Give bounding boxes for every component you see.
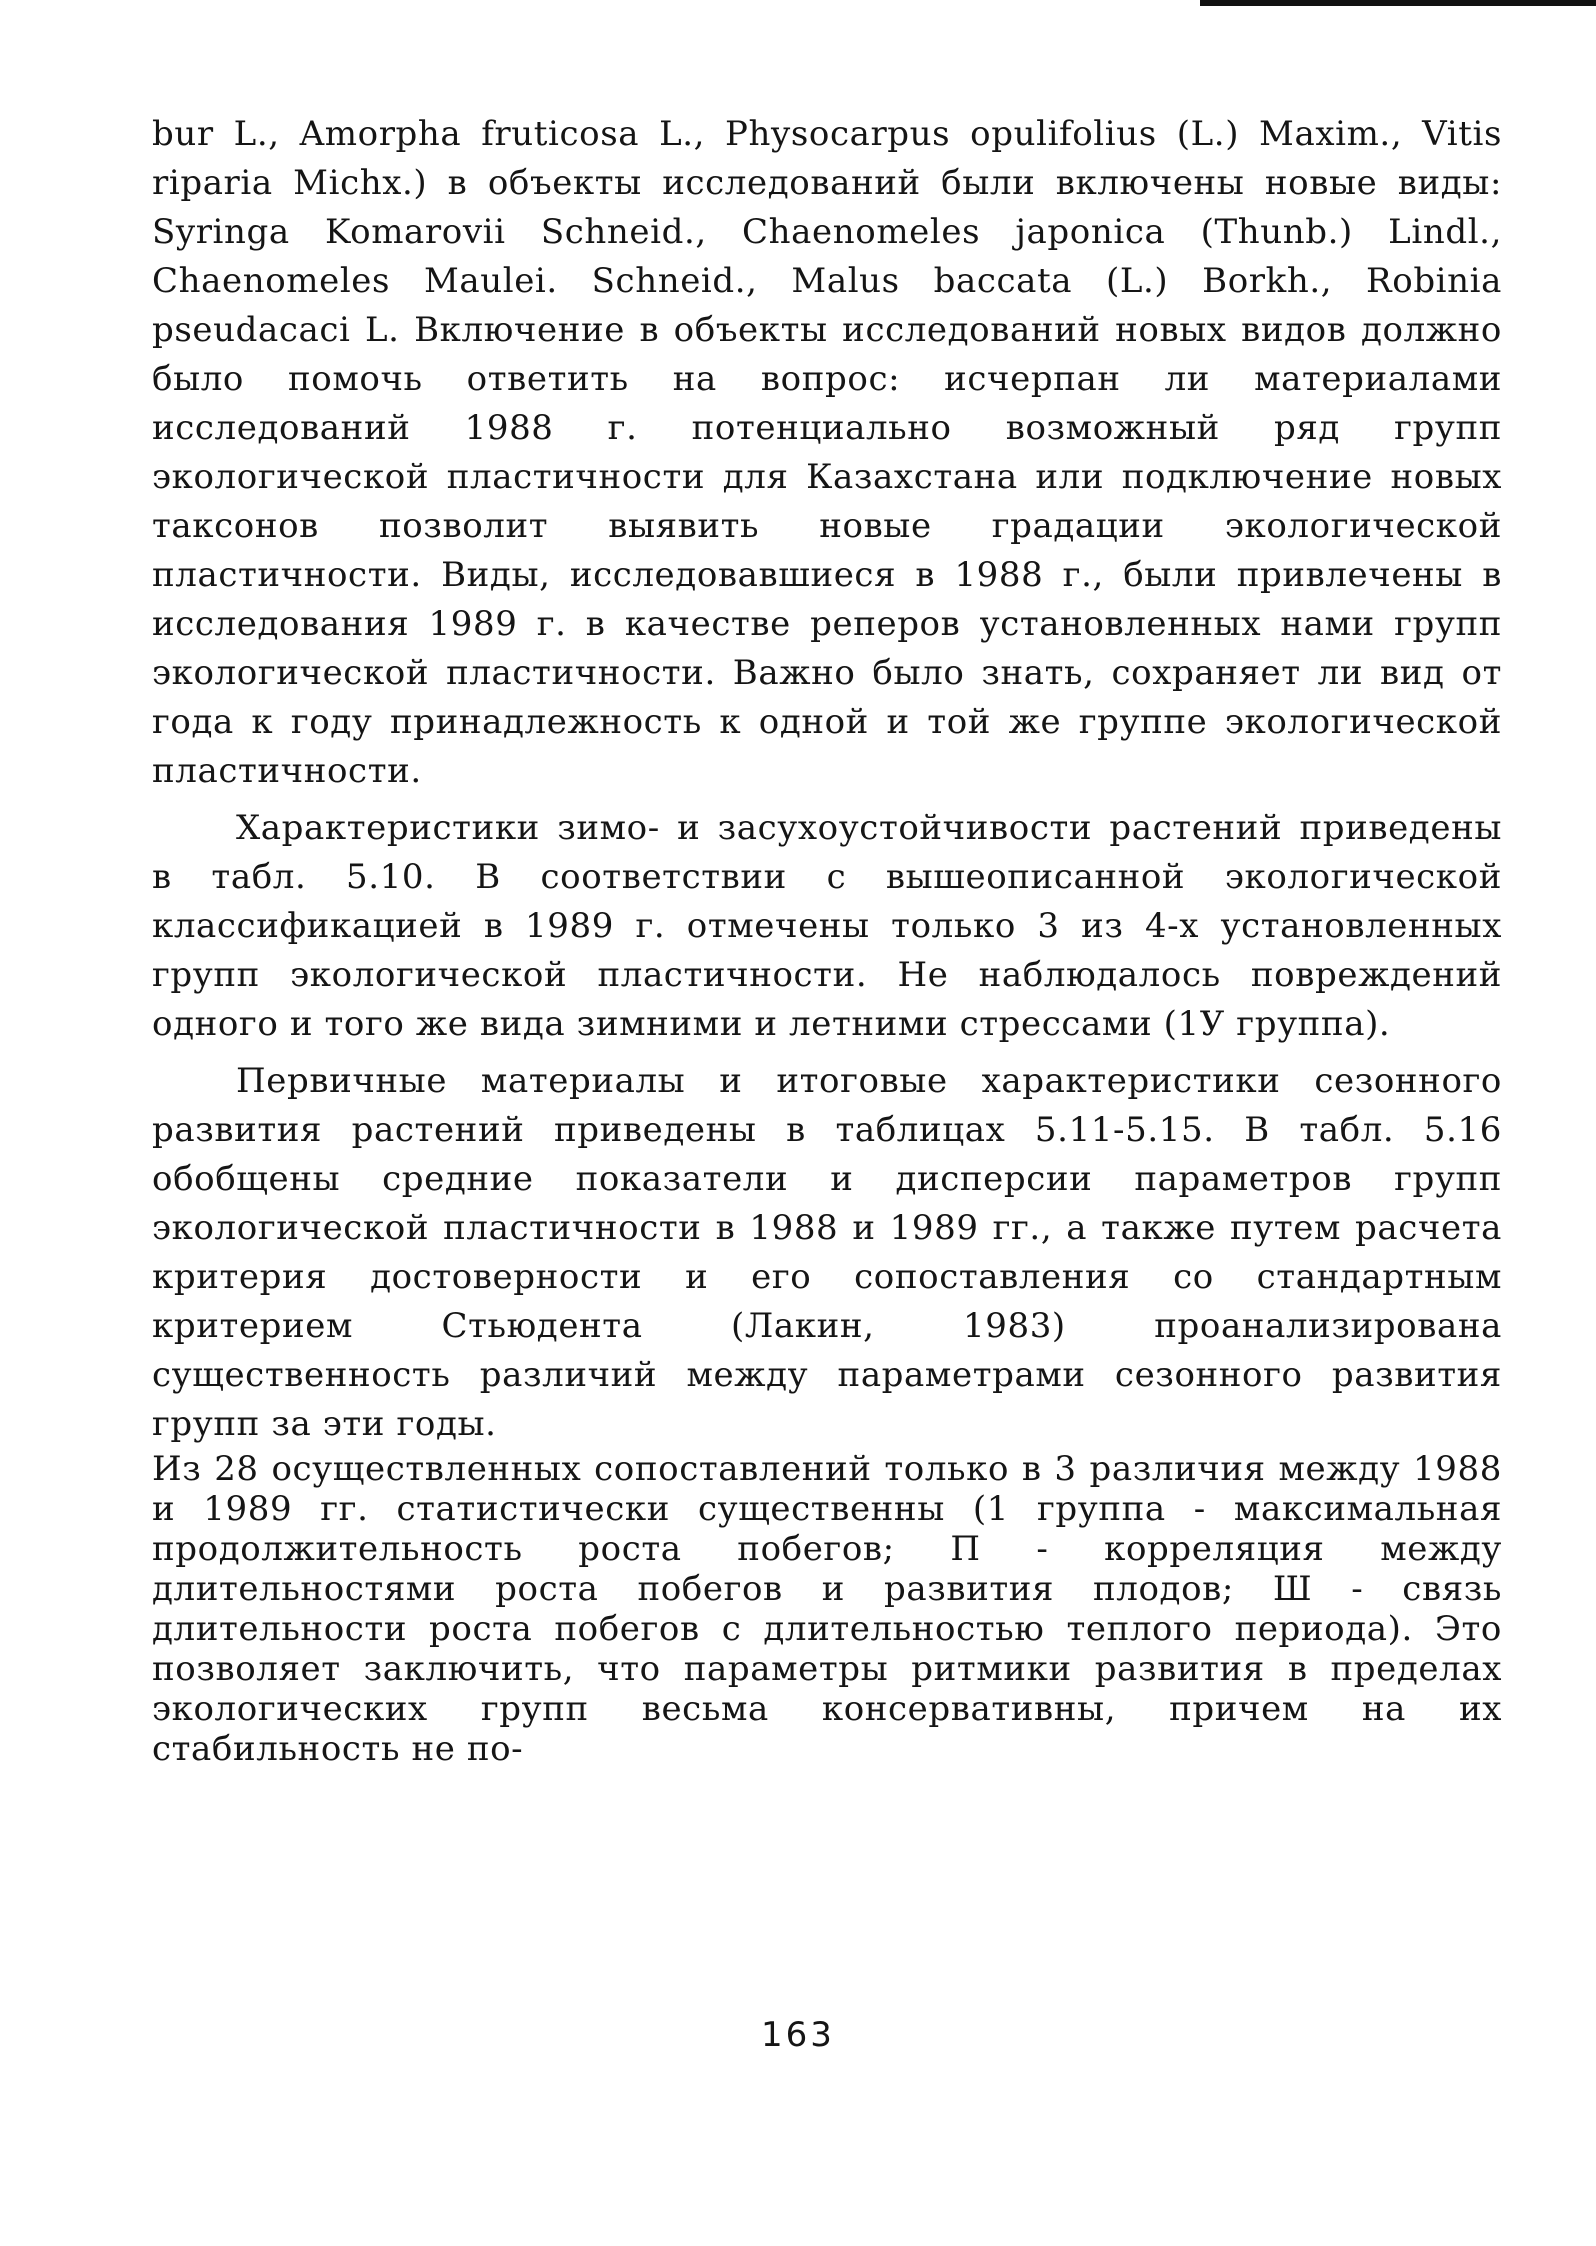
paragraph-winter-drought-resistance: Характеристики зимо- и засухоустойчивости растений приведены в табл. 5.10. В соответствии с вышеописанной экологической классификацией в 1989 г. отмечены только 3 из 4-х установленных групп экологической пластичности. Не наблюдалось повреждений одного и того же вида зимними и летними стрессами (1У группа). [152,808,1502,1044]
paragraph-species-list: bur L., Amorpha fruticosa L., Physocarpus opulifolius (L.) Maxim., Vitis riparia Michx.) в объекты исследований были включены новые виды: Syringa Komarovii Schneid., Chaenomeles japonica (Thunb.) Lindl., Chaenomeles Maulei. Schneid., Malus baccata (L.) Borkh., Robinia pseudacaci L. Включение в объекты исследований новых видов должно было помочь ответить на вопрос: исчерпан ли материалами исследований 1988 г. потенциально возможный ряд групп экологической пластичности для Казахстана или подключение новых таксонов позволит выявить новые градации экологической пластичности. Виды, исследовавшиеся в 1988 г., были привлечены в исследования 1989 г. в качестве реперов установленных нами групп экологической пластичности. Важно было знать, сохраняет ли вид от года к году принадлежность к одной и той же группе экологической пластичности. [152,114,1502,791]
body-text [152,110,1502,1769]
page-number: 163 [761,2015,835,2055]
paragraph-comparisons: Из 28 осуществленных сопоставлений только в 3 различия между 1988 и 1989 гг. статистически существенны (1 группа - максимальная продолжительность роста побегов; П - корреляция между длительностями роста побегов и развития плодов; Ш - связь длительности роста побегов с длительностью теплого периода). Это позволяет заключить, что параметры ритмики развития в пределах экологических групп весьма консервативны, причем на их стабильность не по- [152,1449,1502,1769]
top-edge-rule [1200,0,1596,6]
paragraph-seasonal-development: Первичные материалы и итоговые характеристики сезонного развития растений приведены в таблицах 5.11-5.15. В табл. 5.16 обобщены средние показатели и дисперсии параметров групп экологической пластичности в 1988 и 1989 гг., а также путем расчета критерия достоверности и его сопоставления со стандартным критерием Стьюдента (Лакин, 1983) проанализирована существенность различий между параметрами сезонного развития групп за эти годы. [152,1061,1502,1444]
